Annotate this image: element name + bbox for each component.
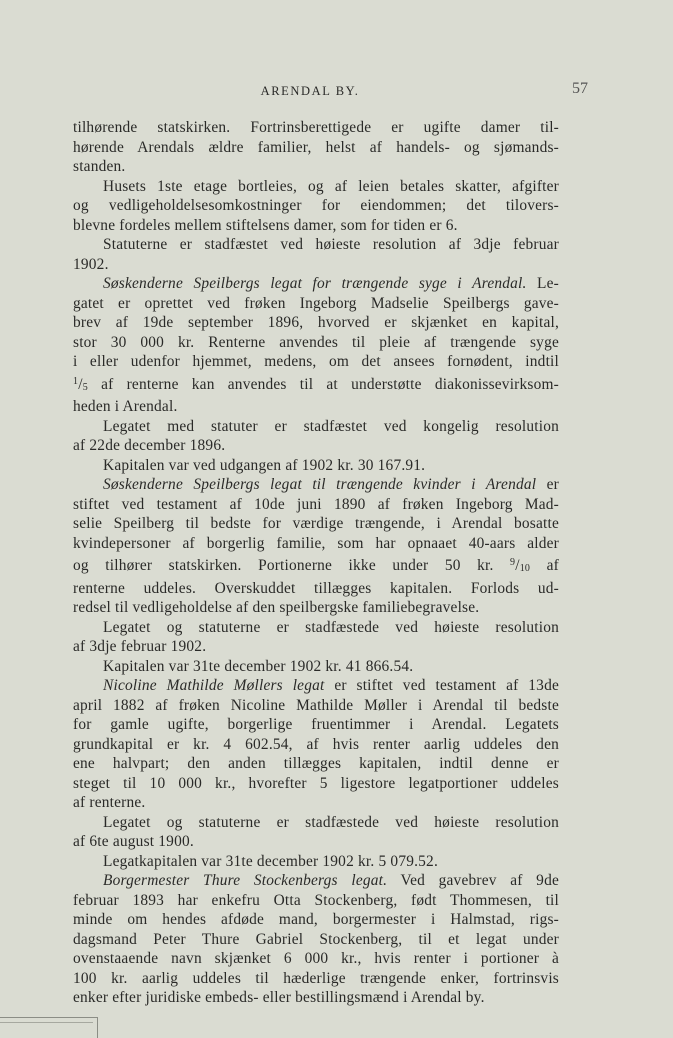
text-line: enker efter juridiske embeds- eller bestillingsmænd i Arendal by. bbox=[73, 989, 485, 1006]
text-line: af renterne. bbox=[73, 794, 146, 811]
text-line: af 3dje februar 1902. bbox=[73, 638, 207, 655]
text-line: februar 1893 har enkefru Otta Stockenberg, født Thommesen, til bbox=[73, 891, 559, 909]
text-line: april 1882 af frøken Nicoline Mathilde Møller i Arendal til bedste bbox=[73, 696, 559, 714]
text-line: $^1/_5$ af renterne kan anvendes til at understøtte diakonissevirksom- bbox=[73, 375, 559, 393]
page-number: 57 bbox=[572, 80, 588, 97]
text-line: ene halvpart; den anden tillægges kapitalen, indtil denne er bbox=[73, 755, 559, 772]
text-line: Legatet og statuterne er stadfæstede ved høieste resolution bbox=[103, 813, 559, 831]
text-line: tilhørende statskirken. Fortrinsberettigede er ugifte damer til- bbox=[73, 119, 559, 136]
text-line: gatet er oprettet ved frøken Ingeborg Madselie Speilbergs gave- bbox=[73, 294, 559, 312]
text-line: af 6te august 1900. bbox=[73, 833, 194, 850]
paragraph bbox=[73, 118, 559, 177]
text-line: Kapitalen var 31te december 1902 kr. 41 866.54. bbox=[103, 657, 414, 675]
text-line: minde om hendes afdøde mand, borgermester i Halmstad, rigs- bbox=[73, 911, 559, 928]
text-line: selie Speilberg til bedste for værdige trængende, i Arendal bosatte bbox=[73, 515, 559, 532]
text-line: Borgermester Thure Stockenbergs legat. Ved gavebrev af 9de bbox=[103, 872, 559, 889]
text-line: for gamle ugifte, borgerlige fruentimmer i Arendal. Legatets bbox=[73, 716, 559, 733]
text-line: af 22de december 1896. bbox=[73, 437, 226, 454]
fraction: $^1/_5$ bbox=[73, 375, 88, 393]
text-line: redsel til vedligeholdelse af den speilbergske familiebegravelse. bbox=[73, 599, 480, 616]
text-line: heden i Arendal. bbox=[73, 398, 178, 415]
text-line: brev af 19de september 1896, hvorved er skjænket en kapital, bbox=[73, 314, 559, 331]
text-line: Nicoline Mathilde Møllers legat er stiftet ved testament af 13de bbox=[103, 677, 559, 694]
paragraph bbox=[73, 417, 559, 456]
text-line: Legatkapitalen var 31te december 1902 kr. 5 079.52. bbox=[103, 852, 439, 870]
text-line: Legatet med statuter er stadfæstet ved kongelig resolution bbox=[103, 417, 559, 435]
text-line: standen. bbox=[73, 158, 126, 175]
running-title: ARENDAL BY. bbox=[260, 84, 360, 98]
paragraph bbox=[73, 274, 559, 417]
text-line: Legatet og statuterne er stadfæstede ved høieste resolution bbox=[103, 618, 559, 636]
legacy-title: Nicoline Mathilde Møllers legat bbox=[103, 677, 325, 694]
paragraph bbox=[73, 618, 559, 657]
text-line: blevne fordeles mellem stiftelsens damer, som for tiden er 6. bbox=[73, 216, 458, 234]
text-line: stiftet ved testament af 10de juni 1890 af frøken Ingeborg Mad- bbox=[73, 495, 559, 513]
text-line: Husets 1ste etage bortleies, og af leien betales skatter, afgifter bbox=[103, 177, 559, 195]
paragraph bbox=[73, 852, 559, 872]
page-edge-mark bbox=[0, 1017, 98, 1038]
text-line: grundkapital er kr. 4 602.54, af hvis renter aarlig uddeles den bbox=[73, 735, 559, 753]
text-line: renterne uddeles. Overskuddet tillægges kapitalen. Forlods ud- bbox=[73, 579, 559, 597]
paragraph bbox=[73, 475, 559, 618]
paragraph bbox=[73, 813, 559, 852]
paragraph bbox=[73, 657, 559, 677]
legacy-title: Søskenderne Speilbergs legat til trængende kvinder i Arendal bbox=[103, 476, 537, 493]
text-line: Statuterne er stadfæstet ved høieste resolution af 3dje februar bbox=[103, 236, 559, 253]
text-line: dagsmand Peter Thure Gabriel Stockenberg, til et legat under bbox=[73, 930, 559, 948]
text-line: i eller udenfor hjemmet, medens, om det ansees fornødent, indtil bbox=[73, 353, 559, 370]
paragraph bbox=[73, 177, 559, 236]
paragraph bbox=[73, 676, 559, 813]
text-line: hørende Arendals ældre familier, helst af handels- og sjømands- bbox=[73, 138, 559, 156]
text-line: 1902. bbox=[73, 255, 109, 273]
text-line: ovenstaaende navn skjænket 6 000 kr., hvis renter i portioner à bbox=[73, 950, 559, 967]
fraction: $^9/_{10}$ bbox=[510, 557, 531, 574]
page-header bbox=[60, 80, 588, 104]
text-line: stor 30 000 kr. Renterne anvendes til pleie af trængende syge bbox=[73, 333, 559, 351]
text-line: steget til 10 000 kr., hvorefter 5 ligestore legatportioner uddeles bbox=[73, 774, 559, 792]
paragraph bbox=[73, 235, 559, 274]
text-line: Kapitalen var ved udgangen af 1902 kr. 30 167.91. bbox=[103, 456, 426, 474]
text-line: kvindepersoner af borgerlig familie, som har opnaaet 40-aars alder bbox=[73, 534, 559, 552]
paragraph bbox=[73, 871, 559, 1008]
body-text bbox=[73, 118, 559, 1008]
legacy-title: Søskenderne Speilbergs legat for trængende syge i Arendal. bbox=[103, 275, 527, 292]
text-line: Søskenderne Speilbergs legat til trængende kvinder i Arendal er bbox=[103, 476, 559, 493]
text-line: 100 kr. aarlig uddeles til hæderlige trængende enker, fortrinsvis bbox=[73, 969, 559, 987]
text-line: Søskenderne Speilbergs legat for trængende syge i Arendal. Le- bbox=[103, 275, 559, 292]
legacy-title: Borgermester Thure Stockenbergs legat. bbox=[103, 872, 388, 889]
text-line: og vedligeholdelsesomkostninger for eiendommen; det tilovers- bbox=[73, 197, 559, 214]
paragraph bbox=[73, 456, 559, 476]
text-line: og tilhører statskirken. Portionerne ikke under 50 kr. $^9/_{10}$ af bbox=[73, 557, 559, 574]
